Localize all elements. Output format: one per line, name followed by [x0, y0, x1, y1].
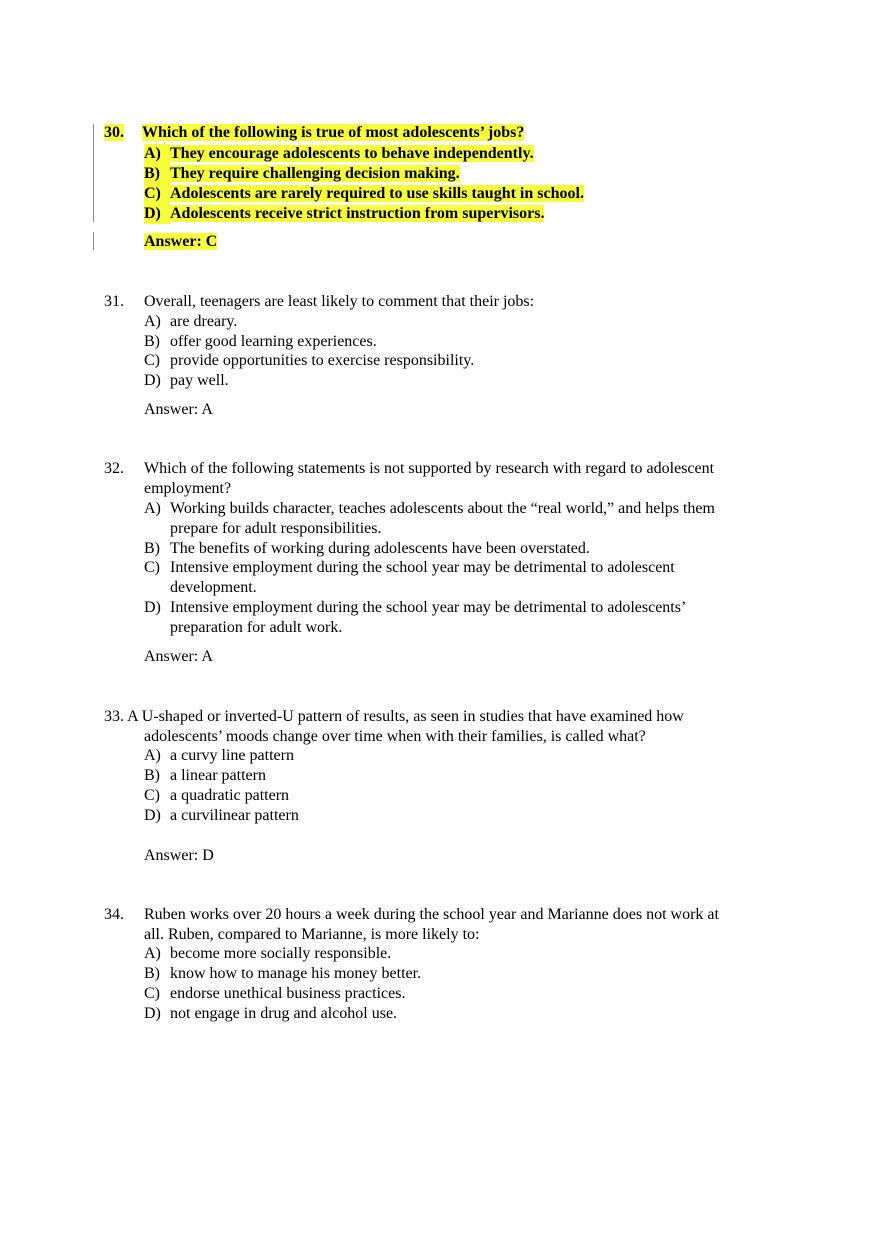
- option-text: a curvy line pattern: [170, 747, 294, 764]
- option-a: [144, 746, 294, 766]
- option-d: [144, 204, 544, 224]
- question-stem: employment?: [144, 480, 232, 497]
- option-letter: B): [144, 333, 160, 350]
- question-number: 33.: [104, 708, 124, 725]
- option-text: a curvilinear pattern: [170, 807, 299, 824]
- option-c: [144, 351, 474, 371]
- option-text: prepare for adult responsibilities.: [170, 520, 382, 537]
- option-letter: A): [144, 945, 161, 962]
- option-text: Working builds character, teaches adolescents about the “real world,” and helps them: [170, 500, 715, 517]
- option-a: [144, 312, 237, 332]
- option-d: [144, 806, 299, 826]
- question-stem: A U-shaped or inverted-U pattern of results, as seen in studies that have examined how: [127, 708, 684, 725]
- option-c: [144, 786, 289, 806]
- question-stem: Which of the following statements is not supported by research with regard to adolescent: [144, 460, 715, 477]
- option-text: a linear pattern: [170, 767, 266, 784]
- option-b: [144, 332, 377, 352]
- option-c: [144, 184, 584, 204]
- question-number: 30.: [104, 124, 124, 141]
- option-letter: A): [144, 500, 161, 517]
- question-stem: Which of the following is true of most adolescents’ jobs?: [142, 124, 525, 141]
- question-stem: adolescents’ moods change over time when with their families, is called what?: [144, 728, 646, 745]
- option-text: become more socially responsible.: [170, 945, 392, 962]
- option-text: provide opportunities to exercise responsibility.: [170, 352, 475, 369]
- option-letter: D): [144, 1005, 161, 1022]
- option-letter: B): [144, 540, 160, 557]
- option-b: [144, 964, 421, 984]
- option-letter: D): [144, 204, 170, 224]
- option-b: [144, 164, 460, 184]
- answer: Answer: D: [144, 847, 214, 864]
- answer: Answer: A: [144, 401, 213, 418]
- option-text: Adolescents receive strict instruction from supervisors.: [170, 205, 545, 222]
- option-text: offer good learning experiences.: [170, 333, 377, 350]
- change-bar: [93, 232, 94, 250]
- option-letter: D): [144, 807, 161, 824]
- question-number: 31.: [104, 293, 124, 310]
- option-c: [144, 984, 405, 1004]
- option-d: [144, 371, 229, 391]
- option-text: preparation for adult work.: [170, 619, 343, 636]
- option-letter: C): [144, 184, 170, 204]
- option-d: [144, 1004, 397, 1024]
- option-a: [144, 499, 715, 519]
- option-text: The benefits of working during adolescents have been overstated.: [170, 540, 590, 557]
- option-a: [144, 944, 391, 964]
- option-letter: A): [144, 747, 161, 764]
- option-text: endorse unethical business practices.: [170, 985, 406, 1002]
- question-stem: Ruben works over 20 hours a week during the school year and Marianne does not work at: [144, 906, 719, 923]
- option-letter: D): [144, 372, 161, 389]
- option-d: [144, 598, 686, 618]
- option-text: They encourage adolescents to behave independently.: [170, 145, 534, 162]
- option-text: Intensive employment during the school year may be detrimental to adolescent: [170, 559, 675, 576]
- option-text: Adolescents are rarely required to use skills taught in school.: [170, 185, 584, 202]
- option-letter: A): [144, 144, 170, 164]
- option-text: They require challenging decision making.: [170, 165, 460, 182]
- option-letter: C): [144, 559, 160, 576]
- option-text: development.: [170, 579, 257, 596]
- option-letter: C): [144, 352, 160, 369]
- option-text: not engage in drug and alcohol use.: [170, 1005, 398, 1022]
- question-number: 32.: [104, 460, 124, 477]
- answer: Answer: C: [144, 233, 218, 250]
- option-b: [144, 539, 590, 559]
- option-text: Intensive employment during the school year may be detrimental to adolescents’: [170, 599, 687, 616]
- option-letter: C): [144, 787, 160, 804]
- option-letter: B): [144, 164, 170, 184]
- option-letter: B): [144, 767, 160, 784]
- option-text: a quadratic pattern: [170, 787, 290, 804]
- option-b: [144, 766, 266, 786]
- answer: Answer: A: [144, 648, 213, 665]
- option-letter: B): [144, 965, 160, 982]
- option-c: [144, 558, 675, 578]
- option-text: pay well.: [170, 372, 229, 389]
- question-stem: Overall, teenagers are least likely to comment that their jobs:: [144, 293, 535, 310]
- question-stem: all. Ruben, compared to Marianne, is more likely to:: [144, 926, 480, 943]
- option-text: are dreary.: [170, 313, 238, 330]
- option-text: know how to manage his money better.: [170, 965, 422, 982]
- option-letter: A): [144, 313, 161, 330]
- option-letter: C): [144, 985, 160, 1002]
- option-a: [144, 144, 534, 164]
- option-letter: D): [144, 599, 161, 616]
- change-bar: [93, 124, 94, 222]
- question-number: 34.: [104, 906, 124, 923]
